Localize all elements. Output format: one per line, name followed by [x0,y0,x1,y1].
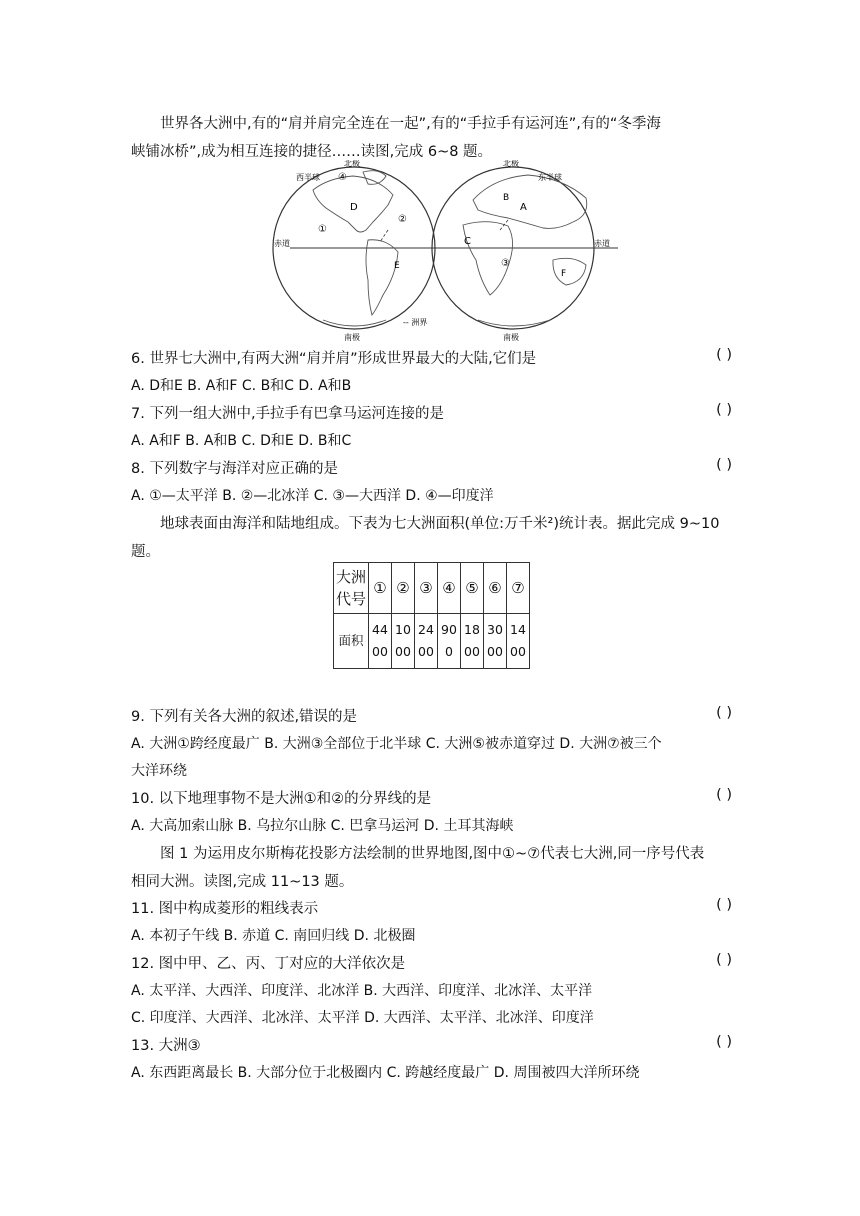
question-options: A. 太平洋、大西洋、印度洋、北冰洋 B. 大西洋、印度洋、北冰洋、太平洋 [131,983,593,999]
table-code-cell: ⑤ [461,563,484,614]
question-stem: 6. 世界七大洲中,有两大洲“肩并肩”形成世界最大的大陆,它们是 [131,351,537,367]
intro-paragraph-line: 图 1 为运用皮尔斯梅花投影方法绘制的世界地图,图中①~⑦代表七大洲,同一序号代表 [160,846,705,862]
intro-paragraph-line: 地球表面由海洋和陆地组成。下表为七大洲面积(单位:万千米²)统计表。据此完成 9~10 [160,516,720,532]
intro-paragraph-line: 相同大洲。读图,完成 11~13 题。 [131,874,354,890]
south-america-shape [366,240,398,315]
south-pole-label-west: 南极 [344,333,360,342]
table-area-cell: 90 0 [438,614,461,669]
east-hemisphere-label: 东半球 [538,173,562,182]
hemisphere-map [268,160,620,344]
equator-label-west: 赤道 [274,239,290,248]
question-options: A. ①—太平洋 B. ②—北冰洋 C. ③—大西洋 D. ④—印度洋 [131,488,494,504]
table-header-cell: 大洲 代号 [334,563,369,614]
australia-shape [553,258,586,285]
table-code-cell: ① [369,563,392,614]
continent-label-d: D [350,202,358,213]
question-options: A. 东西距离最长 B. 大部分位于北极圈内 C. 跨越经度最广 D. 周围被四大洋所环绕 [131,1065,640,1081]
north-pole-label-east: 北极 [503,160,519,168]
continent-label-f: F [561,269,567,279]
marker-2: ② [398,214,407,225]
table-area-cell: 30 00 [484,614,507,669]
table-area-cell: 24 00 [415,614,438,669]
continent-label-b: B [503,193,510,203]
continent-label-a: A [520,202,527,213]
question-options: C. 印度洋、大西洋、北冰洋、太平洋 D. 大西洋、太平洋、北冰洋、印度洋 [131,1010,594,1026]
table-code-cell: ⑦ [507,563,530,614]
question-stem: 9. 下列有关各大洲的叙述,错误的是 [131,709,358,725]
south-pole-label-east: 南极 [503,333,519,342]
answer-blank: ( ) [716,457,732,473]
question-options: A. D和E B. A和F C. B和C D. A和B [131,378,352,394]
answer-blank: ( ) [716,952,732,968]
answer-blank: ( ) [716,705,732,721]
intro-paragraph-line: 峡铺冰桥”,成为相互连接的捷径……读图,完成 6~8 题。 [131,144,493,160]
table-area-cell: 10 00 [392,614,415,669]
continent-label-c: C [464,236,471,247]
table-code-cell: ② [392,563,415,614]
table-area-cell: 44 00 [369,614,392,669]
question-options: A. A和F B. A和B C. D和E D. B和C [131,433,352,449]
continent-area-table [333,562,530,669]
table-code-cell: ④ [438,563,461,614]
question-stem: 10. 以下地理事物不是大洲①和②的分界线的是 [131,791,432,807]
eurasia-shape [473,175,587,228]
west-hemisphere-label: 西半球 [296,173,320,182]
table-code-cell: ⑥ [484,563,507,614]
answer-blank: ( ) [716,1034,732,1050]
question-stem: 7. 下列一组大洲中,手拉手有巴拿马运河连接的是 [131,406,445,422]
answer-blank: ( ) [716,402,732,418]
question-stem: 13. 大洲③ [131,1038,201,1054]
question-options: A. 大洲①跨经度最广 B. 大洲③全部位于北半球 C. 大洲⑤被赤道穿过 D. 大洲⑦被三个 [131,736,662,752]
answer-blank: ( ) [716,787,732,803]
north-pole-label-west: 北极 [344,160,360,168]
question-options: 大洋环绕 [131,763,187,779]
question-stem: 8. 下列数字与海洋对应正确的是 [131,461,338,477]
table-area-label: 面积 [334,614,369,669]
intro-paragraph-line: 题。 [131,544,160,560]
question-options: A. 本初子午线 B. 赤道 C. 南回归线 D. 北极圈 [131,928,416,944]
marker-4: ④ [338,172,347,183]
marker-1: ① [318,224,327,235]
intro-paragraph-line: 世界各大洲中,有的“肩并肩完全连在一起”,有的“手拉手有运河连”,有的“冬季海 [160,116,661,132]
answer-blank: ( ) [716,897,732,913]
boundary-legend: -- 洲界 [403,318,428,327]
table-area-cell: 14 00 [507,614,530,669]
answer-blank: ( ) [716,347,732,363]
continent-label-e: E [394,261,400,271]
question-stem: 12. 图中甲、乙、丙、丁对应的大洋依次是 [131,956,406,972]
table-area-cell: 18 00 [461,614,484,669]
equator-label-east: 赤道 [594,239,610,248]
question-stem: 11. 图中构成菱形的粗线表示 [131,901,319,917]
table-code-cell: ③ [415,563,438,614]
question-options: A. 大高加索山脉 B. 乌拉尔山脉 C. 巴拿马运河 D. 土耳其海峡 [131,818,514,834]
marker-3: ③ [501,258,510,269]
